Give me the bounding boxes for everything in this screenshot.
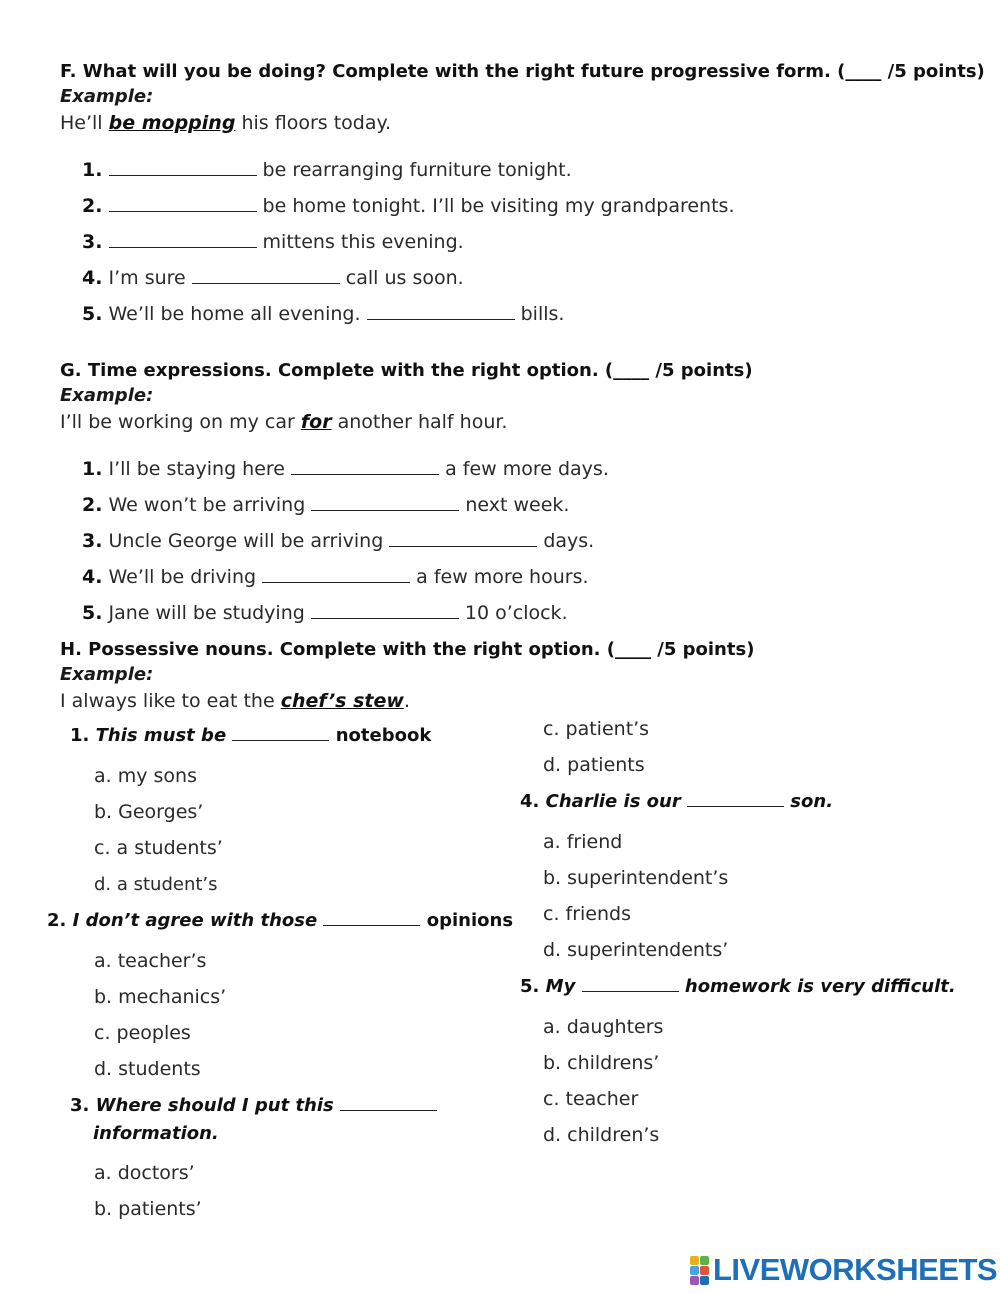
example-answer: for — [300, 411, 332, 433]
answer-blank[interactable] — [109, 233, 257, 248]
answer-blank[interactable] — [389, 532, 537, 547]
h-q5-option-a[interactable]: a. daughters — [543, 1016, 664, 1038]
section-h-example: I always like to eat the chef’s stew. — [60, 690, 410, 712]
logo-text: LIVEWORKSHEETS — [713, 1252, 998, 1287]
h-question-5: 5. My homework is very difficult. — [520, 976, 956, 997]
section-f-title: F. What will you be doing? Complete with the right future progressive form. (____ /5 points) — [60, 61, 985, 82]
section-f-item-1: 1. be rearranging furniture tonight. — [82, 159, 572, 181]
answer-blank[interactable] — [323, 911, 420, 926]
h-q2-option-c[interactable]: c. peoples — [94, 1022, 191, 1044]
section-g-item-1: 1. I’ll be staying here a few more days. — [82, 458, 609, 480]
section-f-item-4: 4. I’m sure call us soon. — [82, 267, 464, 289]
answer-blank[interactable] — [262, 568, 410, 583]
section-g-item-5: 5. Jane will be studying 10 o’clock. — [82, 602, 568, 624]
section-h-title: H. Possessive nouns. Complete with the right option. (____ /5 points) — [60, 639, 755, 660]
h-q2-option-a[interactable]: a. teacher’s — [94, 950, 207, 972]
section-g-example: I’ll be working on my car for another half hour. — [60, 411, 508, 433]
section-f-example-label: Example: — [60, 86, 154, 107]
h-q1-option-d[interactable]: d. a student’s — [94, 874, 218, 895]
answer-blank[interactable] — [192, 269, 340, 284]
section-h-example-label: Example: — [60, 664, 154, 685]
h-q1-option-b[interactable]: b. Georges’ — [94, 801, 204, 823]
answer-blank[interactable] — [109, 197, 257, 212]
answer-blank[interactable] — [582, 977, 679, 992]
answer-blank[interactable] — [291, 460, 439, 475]
h-q5-option-c[interactable]: c. teacher — [543, 1088, 639, 1110]
section-f-example: He’ll be mopping his floors today. — [60, 112, 392, 134]
h-q4-option-c[interactable]: c. friends — [543, 903, 631, 925]
answer-blank[interactable] — [109, 161, 257, 176]
h-q4-option-b[interactable]: b. superintendent’s — [543, 867, 729, 889]
h-q3-option-d[interactable]: d. patients — [543, 754, 645, 776]
answer-blank[interactable] — [367, 305, 515, 320]
section-g-item-3: 3. Uncle George will be arriving days. — [82, 530, 595, 552]
h-q3-option-c[interactable]: c. patient’s — [543, 718, 650, 740]
answer-blank[interactable] — [232, 726, 329, 741]
h-q3-option-b[interactable]: b. patients’ — [94, 1198, 202, 1220]
section-g-item-4: 4. We’ll be driving a few more hours. — [82, 566, 589, 588]
section-f-item-3: 3. mittens this evening. — [82, 231, 464, 253]
h-q1-option-c[interactable]: c. a students’ — [94, 837, 223, 859]
section-g-title: G. Time expressions. Complete with the right option. (____ /5 points) — [60, 360, 753, 381]
h-question-3-line2: information. — [93, 1123, 219, 1144]
h-q4-option-d[interactable]: d. superintendents’ — [543, 939, 729, 961]
answer-blank[interactable] — [687, 792, 784, 807]
answer-blank[interactable] — [311, 604, 459, 619]
h-q2-option-d[interactable]: d. students — [94, 1058, 201, 1080]
example-answer: be mopping — [108, 112, 236, 134]
blocks-icon — [690, 1256, 709, 1285]
h-q1-option-a[interactable]: a. my sons — [94, 765, 197, 787]
h-q2-option-b[interactable]: b. mechanics’ — [94, 986, 227, 1008]
section-g-item-2: 2. We won’t be arriving next week. — [82, 494, 570, 516]
answer-blank[interactable] — [311, 496, 459, 511]
h-question-2: 2. I don’t agree with those opinions — [47, 910, 514, 931]
h-q5-option-d[interactable]: d. children’s — [543, 1124, 660, 1146]
section-f-item-2: 2. be home tonight. I’ll be visiting my grandparents. — [82, 195, 735, 217]
h-q3-option-a[interactable]: a. doctors’ — [94, 1162, 195, 1184]
example-answer: chef’s stew — [280, 690, 404, 712]
liveworksheets-logo — [690, 1252, 997, 1288]
h-q4-option-a[interactable]: a. friend — [543, 831, 623, 853]
answer-blank[interactable] — [340, 1096, 437, 1111]
h-q5-option-b[interactable]: b. childrens’ — [543, 1052, 660, 1074]
section-g-example-label: Example: — [60, 385, 154, 406]
h-question-1: 1. This must be notebook — [70, 725, 432, 746]
h-question-3: 3. Where should I put this — [70, 1095, 437, 1116]
h-question-4: 4. Charlie is our son. — [520, 791, 834, 812]
section-f-item-5: 5. We’ll be home all evening. bills. — [82, 303, 565, 325]
